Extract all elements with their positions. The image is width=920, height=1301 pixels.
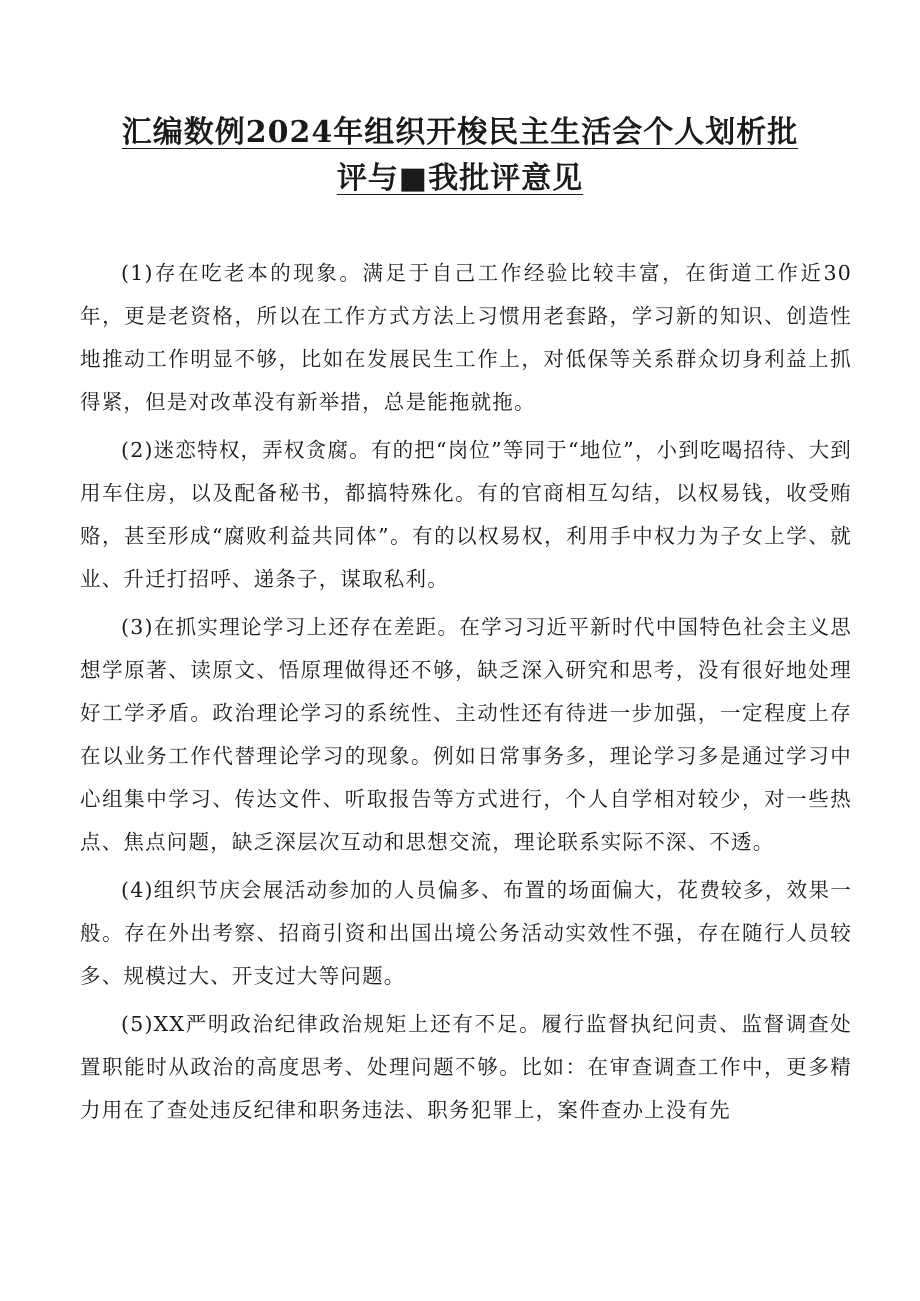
paragraph-2: (2)迷恋特权，弄权贪腐。有的把“岗位”等同于“地位”，小到吃喝招待、大到用车住房，以及配备秘书，都搞特殊化。有的官商相互勾结，以权易钱，收受贿赂，甚至形成“腐败利益共同体”。有的以权易权，利用手中权力为子女上学、就业、升迁打招呼、递条子，谋取私利。 [80,438,852,591]
document-title [0,110,920,202]
title-line-2: 评与■我批评意见 [336,161,584,196]
paragraph-4: (4)组织节庆会展活动参加的人员偏多、布置的场面偏大，花费较多，效果一般。存在外出考察、招商引资和出国出境公务活动实效性不强，存在随行人员较多、规模过大、开支过大等问题。 [80,878,852,988]
title-line-1: 汇编数例2024年组织开梭民主生活会个人划析批 [121,115,799,150]
paragraph-1: (1)存在吃老本的现象。满足于自己工作经验比较丰富，在街道工作近30年，更是老资格，所以在工作方式方法上习惯用老套路，学习新的知识、创造性地推动工作明显不够，比如在发展民生工作上，对低保等关系群众切身利益上抓得紧，但是对改革没有新举措，总是能拖就拖。 [80,261,852,414]
paragraph-3: (3)在抓实理论学习上还存在差距。在学习习近平新时代中国特色社会主义思想学原著、读原文、悟原理做得还不够，缺乏深入研究和思考，没有很好地处理好工学矛盾。政治理论学习的系统性、主动性还有待进一步加强，一定程度上存在以业务工作代替理论学习的现象。例如日常事务多，理论学习多是通过学习中心组集中学习、传达文件、听取报告等方式进行，个人自学相对较少，对一些热点、焦点问题，缺乏深层次互动和思想交流，理论联系实际不深、不透。 [80,615,852,854]
document-body [80,252,852,1137]
paragraph-5: (5)XX严明政治纪律政治规矩上还有不足。履行监督执纪问责、监督调查处置职能时从政治的高度思考、处理问题不够。比如：在审查调查工作中，更多精力用在了查处违反纪律和职务违法、职务犯罪上，案件查办上没有先 [80,1012,852,1122]
